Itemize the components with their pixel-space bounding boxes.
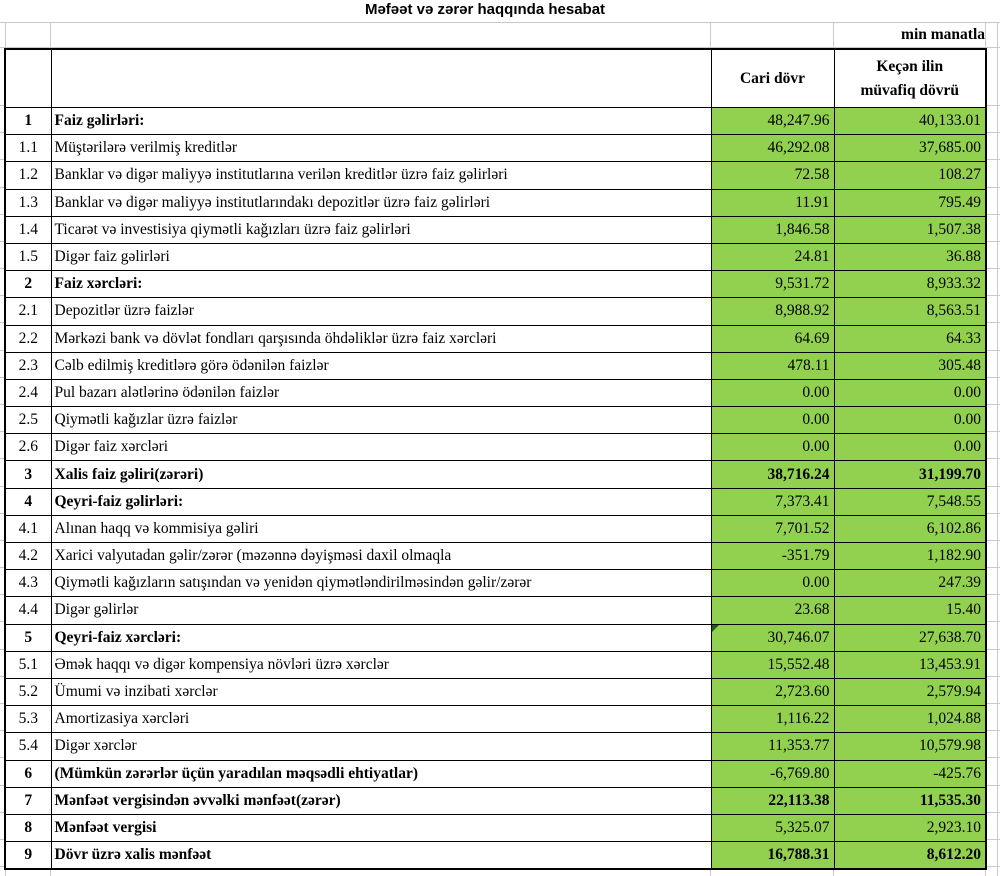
previous-value-cell: -425.76	[834, 760, 986, 787]
table-row	[5, 733, 986, 760]
row-label-cell: Digər faiz gəlirləri	[51, 243, 711, 270]
current-value-cell: 11,353.77	[711, 733, 834, 760]
current-value-cell: 22,113.38	[711, 787, 834, 814]
row-number-cell: 2	[5, 271, 51, 298]
current-value-cell: 0.00	[711, 407, 834, 434]
row-label-cell: Qeyri-faiz xərcləri:	[51, 624, 711, 651]
previous-value-cell: 2,923.10	[834, 814, 986, 841]
unit-label: min manatla	[901, 26, 985, 43]
table-row	[5, 243, 986, 270]
previous-value-cell: 27,638.70	[834, 624, 986, 651]
row-label-cell: Digər faiz xərcləri	[51, 434, 711, 461]
row-label-cell: Banklar və digər maliyyə institutlarındakı depozitlər üzrə faiz gəlirləri	[51, 189, 711, 216]
previous-value-cell: 795.49	[834, 189, 986, 216]
pnl-table	[4, 48, 987, 870]
previous-value-cell: 7,548.55	[834, 488, 986, 515]
current-value-cell: 8,988.92	[711, 298, 834, 325]
row-label-cell: Faiz xərcləri:	[51, 271, 711, 298]
table-row	[5, 216, 986, 243]
row-label-cell: Depozitlər üzrə faizlər	[51, 298, 711, 325]
previous-value-cell: 8,612.20	[834, 842, 986, 870]
row-label-cell: Mərkəzi bank və dövlət fondları qarşısında öhdəliklər üzrə faiz xərcləri	[51, 325, 711, 352]
table-row	[5, 162, 986, 189]
previous-value-cell: 1,507.38	[834, 216, 986, 243]
current-value-cell: 5,325.07	[711, 814, 834, 841]
row-label-cell: Ticarət və investisiya qiymətli kağızları üzrə faiz gəlirləri	[51, 216, 711, 243]
row-label-cell: Faiz gəlirləri:	[51, 108, 711, 135]
row-number-cell: 8	[5, 814, 51, 841]
previous-value-cell: 0.00	[834, 434, 986, 461]
report-title: Məfəət və zərər haqqında hesabat	[364, 1, 606, 18]
column-header-previous-line1: Keçən ilin	[876, 58, 944, 76]
row-label-cell: Əmək haqqı və digər kompensiya növləri üzrə xərclər	[51, 651, 711, 678]
previous-value-cell: 64.33	[834, 325, 986, 352]
current-value-cell: -351.79	[711, 543, 834, 570]
previous-value-cell: 108.27	[834, 162, 986, 189]
row-label-cell: Müştərilərə verilmiş kreditlər	[51, 135, 711, 162]
row-number-cell: 4.3	[5, 570, 51, 597]
row-number-cell: 2.4	[5, 379, 51, 406]
row-number-cell: 6	[5, 760, 51, 787]
table-row	[5, 814, 986, 841]
row-label-cell: Mənfəət vergisindən əvvəlki mənfəət(zərər)	[51, 787, 711, 814]
current-value-cell: 38,716.24	[711, 461, 834, 488]
row-number-cell: 4.1	[5, 515, 51, 542]
gridline	[0, 22, 1000, 23]
previous-value-cell: 247.39	[834, 570, 986, 597]
previous-value-cell: 1,182.90	[834, 543, 986, 570]
current-value-cell: 1,116.22	[711, 706, 834, 733]
gridline	[997, 22, 998, 876]
current-value-cell: 48,247.96	[711, 108, 834, 135]
current-value-cell: 24.81	[711, 243, 834, 270]
row-number-cell: 1.2	[5, 162, 51, 189]
row-number-cell: 1.3	[5, 189, 51, 216]
row-number-cell: 1.5	[5, 243, 51, 270]
row-number-cell: 7	[5, 787, 51, 814]
row-label-cell: Xalis faiz gəliri(zərəri)	[51, 461, 711, 488]
column-header-previous-line2: müvafiq dövrü	[860, 81, 960, 99]
row-number-cell: 5.1	[5, 651, 51, 678]
previous-value-cell: 1,024.88	[834, 706, 986, 733]
row-label-cell: Qiymətli kağızların satışından və yenidən qiymətləndirilməsindən gəlir/zərər	[51, 570, 711, 597]
current-value-cell: 64.69	[711, 325, 834, 352]
table-row	[5, 325, 986, 352]
table-row	[5, 407, 986, 434]
previous-value-cell: 40,133.01	[834, 108, 986, 135]
current-value-cell: 0.00	[711, 379, 834, 406]
row-number-cell: 1	[5, 108, 51, 135]
row-number-cell: 9	[5, 842, 51, 870]
previous-value-cell: 0.00	[834, 379, 986, 406]
previous-value-cell: 305.48	[834, 352, 986, 379]
current-value-cell: 30,746.07	[711, 624, 834, 651]
row-label-cell: Dövr üzrə xalis mənfəət	[51, 842, 711, 870]
previous-value-cell: 10,579.98	[834, 733, 986, 760]
table-row	[5, 461, 986, 488]
table-row	[5, 842, 986, 870]
previous-value-cell: 37,685.00	[834, 135, 986, 162]
previous-value-cell: 13,453.91	[834, 651, 986, 678]
table-row	[5, 352, 986, 379]
current-value-cell: 0.00	[711, 434, 834, 461]
row-label-cell: Amortizasiya xərcləri	[51, 706, 711, 733]
table-row	[5, 298, 986, 325]
column-header-previous	[834, 49, 986, 108]
row-label-cell: Ümumi və inzibati xərclər	[51, 678, 711, 705]
row-number-header	[5, 49, 51, 108]
previous-value-cell: 0.00	[834, 407, 986, 434]
header-row	[5, 49, 986, 108]
row-number-cell: 5	[5, 624, 51, 651]
current-value-cell: 15,552.48	[711, 651, 834, 678]
row-label-cell: Alınan haqq və kommisiya gəliri	[51, 515, 711, 542]
row-number-cell: 2.3	[5, 352, 51, 379]
current-value-cell: -6,769.80	[711, 760, 834, 787]
column-header-current: Cari dövr	[711, 49, 834, 108]
current-value-cell: 23.68	[711, 597, 834, 624]
current-value-cell: 11.91	[711, 189, 834, 216]
previous-value-cell: 2,579.94	[834, 678, 986, 705]
row-number-cell: 2.5	[5, 407, 51, 434]
previous-value-cell: 6,102.86	[834, 515, 986, 542]
row-label-cell: Xarici valyutadan gəlir/zərər (məzənnə dəyişməsi daxil olmaqla	[51, 543, 711, 570]
table-row	[5, 515, 986, 542]
previous-value-cell: 8,933.32	[834, 271, 986, 298]
table-row	[5, 543, 986, 570]
row-label-cell: Banklar və digər maliyyə institutlarına verilən kreditlər üzrə faiz gəlirləri	[51, 162, 711, 189]
row-label-cell: Digər xərclər	[51, 733, 711, 760]
row-number-cell: 5.4	[5, 733, 51, 760]
current-value-cell: 7,701.52	[711, 515, 834, 542]
row-number-cell: 4.2	[5, 543, 51, 570]
row-number-cell: 1.4	[5, 216, 51, 243]
current-value-cell: 46,292.08	[711, 135, 834, 162]
previous-value-cell: 11,535.30	[834, 787, 986, 814]
table-row	[5, 570, 986, 597]
table-row	[5, 597, 986, 624]
table-row	[5, 706, 986, 733]
table-row	[5, 135, 986, 162]
row-number-cell: 2.1	[5, 298, 51, 325]
row-number-cell: 4.4	[5, 597, 51, 624]
row-label-cell: Pul bazarı alətlərinə ödənilən faizlər	[51, 379, 711, 406]
current-value-cell: 16,788.31	[711, 842, 834, 870]
table-row	[5, 760, 986, 787]
row-number-cell: 2.2	[5, 325, 51, 352]
row-label-cell: Cəlb edilmiş kreditlərə görə ödənilən faizlər	[51, 352, 711, 379]
row-label-cell: Qeyri-faiz gəlirləri:	[51, 488, 711, 515]
row-label-cell: Qiymətli kağızlar üzrə faizlər	[51, 407, 711, 434]
current-value-cell: 72.58	[711, 162, 834, 189]
row-label-cell: Mənfəət vergisi	[51, 814, 711, 841]
table-row	[5, 189, 986, 216]
current-value-cell: 478.11	[711, 352, 834, 379]
row-number-cell: 3	[5, 461, 51, 488]
current-value-cell: 9,531.72	[711, 271, 834, 298]
table-row	[5, 271, 986, 298]
previous-value-cell: 8,563.51	[834, 298, 986, 325]
table-row	[5, 434, 986, 461]
table-row	[5, 108, 986, 135]
current-value-cell: 0.00	[711, 570, 834, 597]
previous-value-cell: 31,199.70	[834, 461, 986, 488]
description-header	[51, 49, 711, 108]
row-label-cell: (Mümkün zərərlər üçün yaradılan məqsədli ehtiyatlar)	[51, 760, 711, 787]
row-number-cell: 5.2	[5, 678, 51, 705]
table-row	[5, 488, 986, 515]
current-value-cell: 1,846.58	[711, 216, 834, 243]
previous-value-cell: 36.88	[834, 243, 986, 270]
previous-value-cell: 15.40	[834, 597, 986, 624]
table-row	[5, 624, 986, 651]
table-row	[5, 651, 986, 678]
table-row	[5, 787, 986, 814]
row-number-cell: 1.1	[5, 135, 51, 162]
row-label-cell: Digər gəlirlər	[51, 597, 711, 624]
row-number-cell: 2.6	[5, 434, 51, 461]
current-value-cell: 2,723.60	[711, 678, 834, 705]
row-number-cell: 5.3	[5, 706, 51, 733]
note-triangle-icon	[712, 625, 719, 632]
table-row	[5, 379, 986, 406]
row-number-cell: 4	[5, 488, 51, 515]
table-row	[5, 678, 986, 705]
current-value-cell: 7,373.41	[711, 488, 834, 515]
